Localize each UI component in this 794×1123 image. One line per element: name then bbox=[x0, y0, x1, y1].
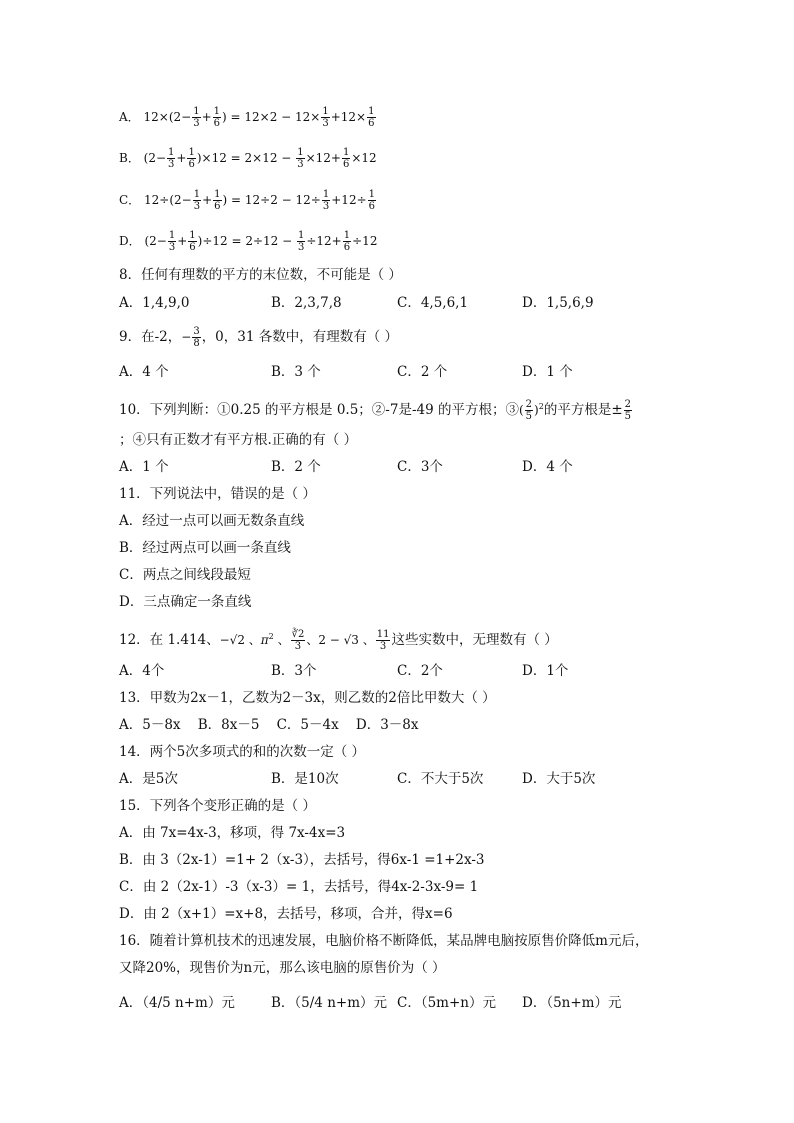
q12-stem-suffix: 这些实数中，无理数有（ ） bbox=[391, 632, 558, 648]
option-expr: (2− $\frac{1}{3}$ + $\frac{1}{6}$ )×12 = 2×12 − $\frac{1}{3}$ ×12+ $\frac{1}{6}$ ×12 bbox=[143, 147, 377, 170]
q8-stem: 8．任何有理数的平方的末位数，不可能是（ ） bbox=[119, 267, 402, 283]
q14-option-a: A．是5次 bbox=[119, 771, 178, 787]
option-label: C． bbox=[119, 193, 141, 207]
q9-option-c: C．2 个 bbox=[397, 364, 448, 380]
q11-option-c: C．两点之间线段最短 bbox=[119, 567, 251, 583]
option-label: A． bbox=[119, 110, 140, 124]
q14-stem: 14．两个5次多项式的和的次数一定（ ） bbox=[119, 744, 366, 760]
q11-option-a: A．经过一点可以画无数条直线 bbox=[119, 513, 305, 529]
q10-option-a: A．1 个 bbox=[119, 459, 169, 475]
q10-stem-line1: 10．下列判断：①0.25 的平方根是 0.5；②-7是-49 的平方根；③( $\frac{2}{5}$ )$^2$的平方根是± $\frac{2}{5}$ bbox=[119, 399, 632, 422]
q12-option-b: B．3个 bbox=[271, 663, 317, 679]
q8-option-b: B．2,3,7,8 bbox=[271, 295, 342, 311]
q11-option-d: D．三点确定一条直线 bbox=[119, 594, 252, 610]
option-label: B． bbox=[119, 151, 140, 165]
q8-option-c: C．4,5,6,1 bbox=[397, 295, 469, 311]
q7-option-c bbox=[119, 189, 377, 212]
q11-stem: 11．下列说法中，错误的是（ ） bbox=[119, 486, 316, 502]
q12-option-a: A．4个 bbox=[119, 663, 165, 679]
q15-option-c: C．由 2（2x-1）-3（x-3）= 1，去括号，得4x-2-3x-9= 1 bbox=[119, 879, 479, 895]
option-expr: 12÷(2− $\frac{1}{3}$ + $\frac{1}{6}$ ) = 12÷2 − 12÷ $\frac{1}{3}$ +12÷ $\frac{1}{6}$ bbox=[144, 189, 376, 212]
q15-stem: 15．下列各个变形正确的是（ ） bbox=[119, 798, 316, 814]
q12-stem-prefix: 12．在 1.414、 bbox=[119, 632, 220, 648]
q12-option-c: C．2个 bbox=[397, 663, 443, 679]
option-expr: 12×(2− $\frac{1}{3}$ + $\frac{1}{6}$ ) = 12×2 − 12× $\frac{1}{3}$ +12× $\frac{1}{6}$ bbox=[143, 106, 375, 129]
q9-option-b: B．3 个 bbox=[271, 364, 321, 380]
q15-option-d: D．由 2（x+1）=x+8，去括号，移项，合并，得x=6 bbox=[119, 906, 453, 922]
q14-option-d: D．大于5次 bbox=[522, 771, 596, 787]
q10-stem-a: 10．下列判断：①0.25 的平方根是 0.5；②-7是-49 的平方根；③ bbox=[119, 402, 519, 418]
q12-option-d: D．1个 bbox=[522, 663, 569, 679]
q13-stem: 13．甲数为2x－1，乙数为2－3x，则乙数的2倍比甲数大（ ） bbox=[119, 690, 496, 706]
q9-stem-prefix: 9．在-2， bbox=[119, 329, 182, 345]
q11-option-b: B．经过两点可以画一条直线 bbox=[119, 540, 291, 556]
q9-option-d: D．1 个 bbox=[522, 364, 573, 380]
q16-option-a: A．（4/5 n+m）元 bbox=[119, 995, 235, 1011]
option-label: D． bbox=[119, 234, 141, 248]
q16-option-d: D．（5n+m）元 bbox=[522, 995, 622, 1011]
q10-option-b: B．2 个 bbox=[271, 459, 321, 475]
q10-stem-b: 的平方根是± bbox=[543, 402, 623, 418]
q16-stem-line1: 16．随着计算机技术的迅速发展，电脑价格不断降低，某品牌电脑按原售价降低m元后， bbox=[119, 933, 649, 949]
q16-stem-line2: 又降20%，现售价为n元，那么该电脑的原售价为（ ） bbox=[119, 960, 446, 976]
q16-option-b: B．（5/4 n+m）元 bbox=[271, 995, 387, 1011]
q8-option-d: D．1,5,6,9 bbox=[522, 295, 594, 311]
q8-option-a: A．1,4,9,0 bbox=[119, 295, 190, 311]
q13-options: A．5－8x B．8x－5 C．5－4x D．3－8x bbox=[119, 717, 419, 733]
q14-option-c: C．不大于5次 bbox=[397, 771, 484, 787]
q7-option-b bbox=[119, 147, 377, 170]
q12-number-list: −√2 、$\pi^2$ 、 $\frac{∛2}{3}$ 、2 − √3 、 $\frac{11}{3}$ bbox=[219, 629, 390, 652]
q7-option-a bbox=[119, 106, 377, 129]
q7-option-d bbox=[119, 230, 377, 253]
q15-option-b: B．由 3（2x-1）=1+ 2（x-3），去括号，得6x-1 =1+2x-3 bbox=[119, 852, 485, 868]
q9-stem: 9．在-2，− $\frac{3}{8}$ ，0，31 各数中，有理数有（ ） bbox=[119, 326, 399, 349]
q10-stem-line2: ；④只有正数才有平方根.正确的有（ ） bbox=[119, 432, 358, 448]
option-expr: (2− $\frac{1}{3}$ + $\frac{1}{6}$ )÷12 = 2÷12 − $\frac{1}{3}$ ÷12+ $\frac{1}{6}$ ÷12 bbox=[144, 230, 378, 253]
q16-option-c: C．（5m+n）元 bbox=[397, 995, 496, 1011]
q10-option-d: D．4 个 bbox=[522, 459, 573, 475]
q10-option-c: C．3个 bbox=[397, 459, 443, 475]
q15-option-a: A．由 7x=4x-3，移项，得 7x-4x=3 bbox=[119, 825, 346, 841]
q12-stem bbox=[119, 627, 558, 652]
q9-stem-suffix: ，0，31 各数中，有理数有（ ） bbox=[201, 329, 399, 345]
q14-option-b: B．是10次 bbox=[271, 771, 339, 787]
q9-option-a: A．4 个 bbox=[119, 364, 169, 380]
